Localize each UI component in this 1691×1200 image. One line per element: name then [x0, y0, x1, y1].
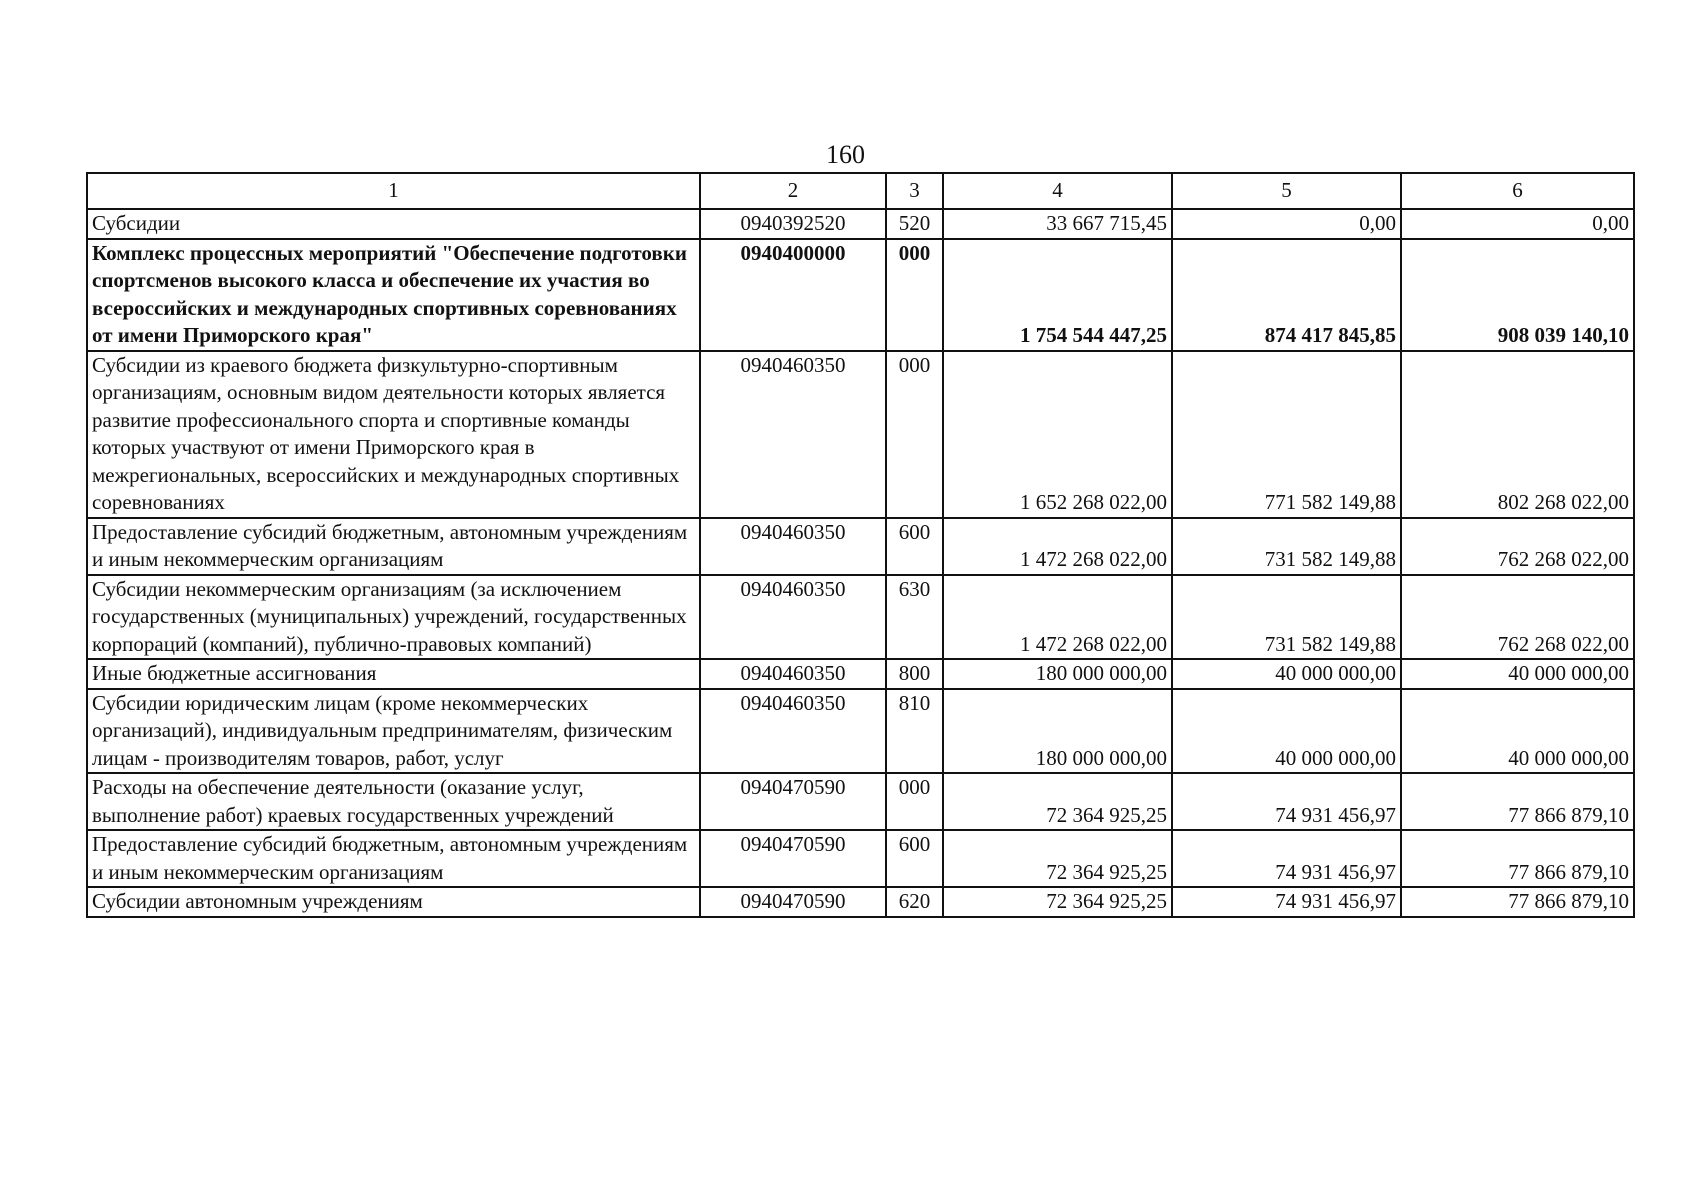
row-name: Комплекс процессных мероприятий "Обеспечение подготовки спортсменов высокого класса и обеспечение их участия во всероссийских и международных спортивных соревнованиях от имени Приморского края"	[87, 239, 700, 351]
budget-table	[86, 172, 1635, 918]
header-row	[87, 173, 1634, 209]
row-amount-5: 874 417 845,85	[1172, 239, 1401, 351]
row-name: Субсидии	[87, 209, 700, 239]
row-amount-4: 1 472 268 022,00	[943, 575, 1172, 660]
row-name: Субсидии из краевого бюджета физкультурно-спортивным организациям, основным видом деятельности которых является развитие профессионального спорта и спортивные команды которых участвуют от имени Приморского края в межрегиональных, всероссийских и международных спортивных соревнованиях	[87, 351, 700, 518]
column-header-2: 2	[700, 173, 886, 209]
row-code: 0940460350	[700, 351, 886, 518]
table-row	[87, 518, 1634, 575]
row-amount-5: 731 582 149,88	[1172, 518, 1401, 575]
row-amount-4: 33 667 715,45	[943, 209, 1172, 239]
row-expense-type: 810	[886, 689, 943, 774]
row-name: Субсидии некоммерческим организациям (за исключением государственных (муниципальных) учреждений, государственных корпораций (компаний), публично-правовых компаний)	[87, 575, 700, 660]
row-expense-type: 520	[886, 209, 943, 239]
row-name: Субсидии юридическим лицам (кроме некоммерческих организаций), индивидуальным предпринимателям, физическим лицам - производителям товаров, работ, услуг	[87, 689, 700, 774]
row-name: Предоставление субсидий бюджетным, автономным учреждениям и иным некоммерческим организациям	[87, 830, 700, 887]
row-amount-4: 72 364 925,25	[943, 830, 1172, 887]
table-row	[87, 351, 1634, 518]
row-expense-type: 630	[886, 575, 943, 660]
row-amount-4: 72 364 925,25	[943, 773, 1172, 830]
row-name: Расходы на обеспечение деятельности (оказание услуг, выполнение работ) краевых государственных учреждений	[87, 773, 700, 830]
row-code: 0940460350	[700, 659, 886, 689]
row-amount-4: 180 000 000,00	[943, 689, 1172, 774]
row-amount-6: 77 866 879,10	[1401, 887, 1634, 917]
table-row	[87, 689, 1634, 774]
row-expense-type: 600	[886, 518, 943, 575]
row-amount-6: 40 000 000,00	[1401, 689, 1634, 774]
row-expense-type: 000	[886, 351, 943, 518]
row-amount-5: 40 000 000,00	[1172, 659, 1401, 689]
table-row	[87, 830, 1634, 887]
column-header-5: 5	[1172, 173, 1401, 209]
row-amount-6: 40 000 000,00	[1401, 659, 1634, 689]
row-amount-6: 762 268 022,00	[1401, 575, 1634, 660]
row-amount-5: 731 582 149,88	[1172, 575, 1401, 660]
row-amount-4: 1 754 544 447,25	[943, 239, 1172, 351]
table-row	[87, 209, 1634, 239]
row-amount-6: 762 268 022,00	[1401, 518, 1634, 575]
row-amount-5: 74 931 456,97	[1172, 830, 1401, 887]
row-name: Иные бюджетные ассигнования	[87, 659, 700, 689]
row-expense-type: 000	[886, 773, 943, 830]
row-code: 0940460350	[700, 518, 886, 575]
row-amount-4: 1 472 268 022,00	[943, 518, 1172, 575]
row-amount-6: 802 268 022,00	[1401, 351, 1634, 518]
row-amount-5: 771 582 149,88	[1172, 351, 1401, 518]
column-header-4: 4	[943, 173, 1172, 209]
row-expense-type: 600	[886, 830, 943, 887]
row-amount-6: 77 866 879,10	[1401, 830, 1634, 887]
row-name: Предоставление субсидий бюджетным, автономным учреждениям и иным некоммерческим организациям	[87, 518, 700, 575]
table-row	[87, 773, 1634, 830]
row-code: 0940460350	[700, 689, 886, 774]
row-amount-6: 0,00	[1401, 209, 1634, 239]
row-code: 0940470590	[700, 830, 886, 887]
row-amount-4: 180 000 000,00	[943, 659, 1172, 689]
row-expense-type: 800	[886, 659, 943, 689]
row-amount-5: 74 931 456,97	[1172, 887, 1401, 917]
row-amount-5: 74 931 456,97	[1172, 773, 1401, 830]
column-header-6: 6	[1401, 173, 1634, 209]
page-number: 160	[826, 140, 865, 169]
table-row	[87, 239, 1634, 351]
row-code: 0940460350	[700, 575, 886, 660]
table-row	[87, 659, 1634, 689]
row-code: 0940470590	[700, 887, 886, 917]
row-code: 0940392520	[700, 209, 886, 239]
row-expense-type: 000	[886, 239, 943, 351]
column-header-3: 3	[886, 173, 943, 209]
row-amount-4: 1 652 268 022,00	[943, 351, 1172, 518]
row-code: 0940400000	[700, 239, 886, 351]
row-amount-6: 77 866 879,10	[1401, 773, 1634, 830]
row-amount-5: 40 000 000,00	[1172, 689, 1401, 774]
row-amount-4: 72 364 925,25	[943, 887, 1172, 917]
row-expense-type: 620	[886, 887, 943, 917]
table-row	[87, 887, 1634, 917]
row-amount-6: 908 039 140,10	[1401, 239, 1634, 351]
row-name: Субсидии автономным учреждениям	[87, 887, 700, 917]
row-amount-5: 0,00	[1172, 209, 1401, 239]
column-header-1: 1	[87, 173, 700, 209]
table-row	[87, 575, 1634, 660]
row-code: 0940470590	[700, 773, 886, 830]
